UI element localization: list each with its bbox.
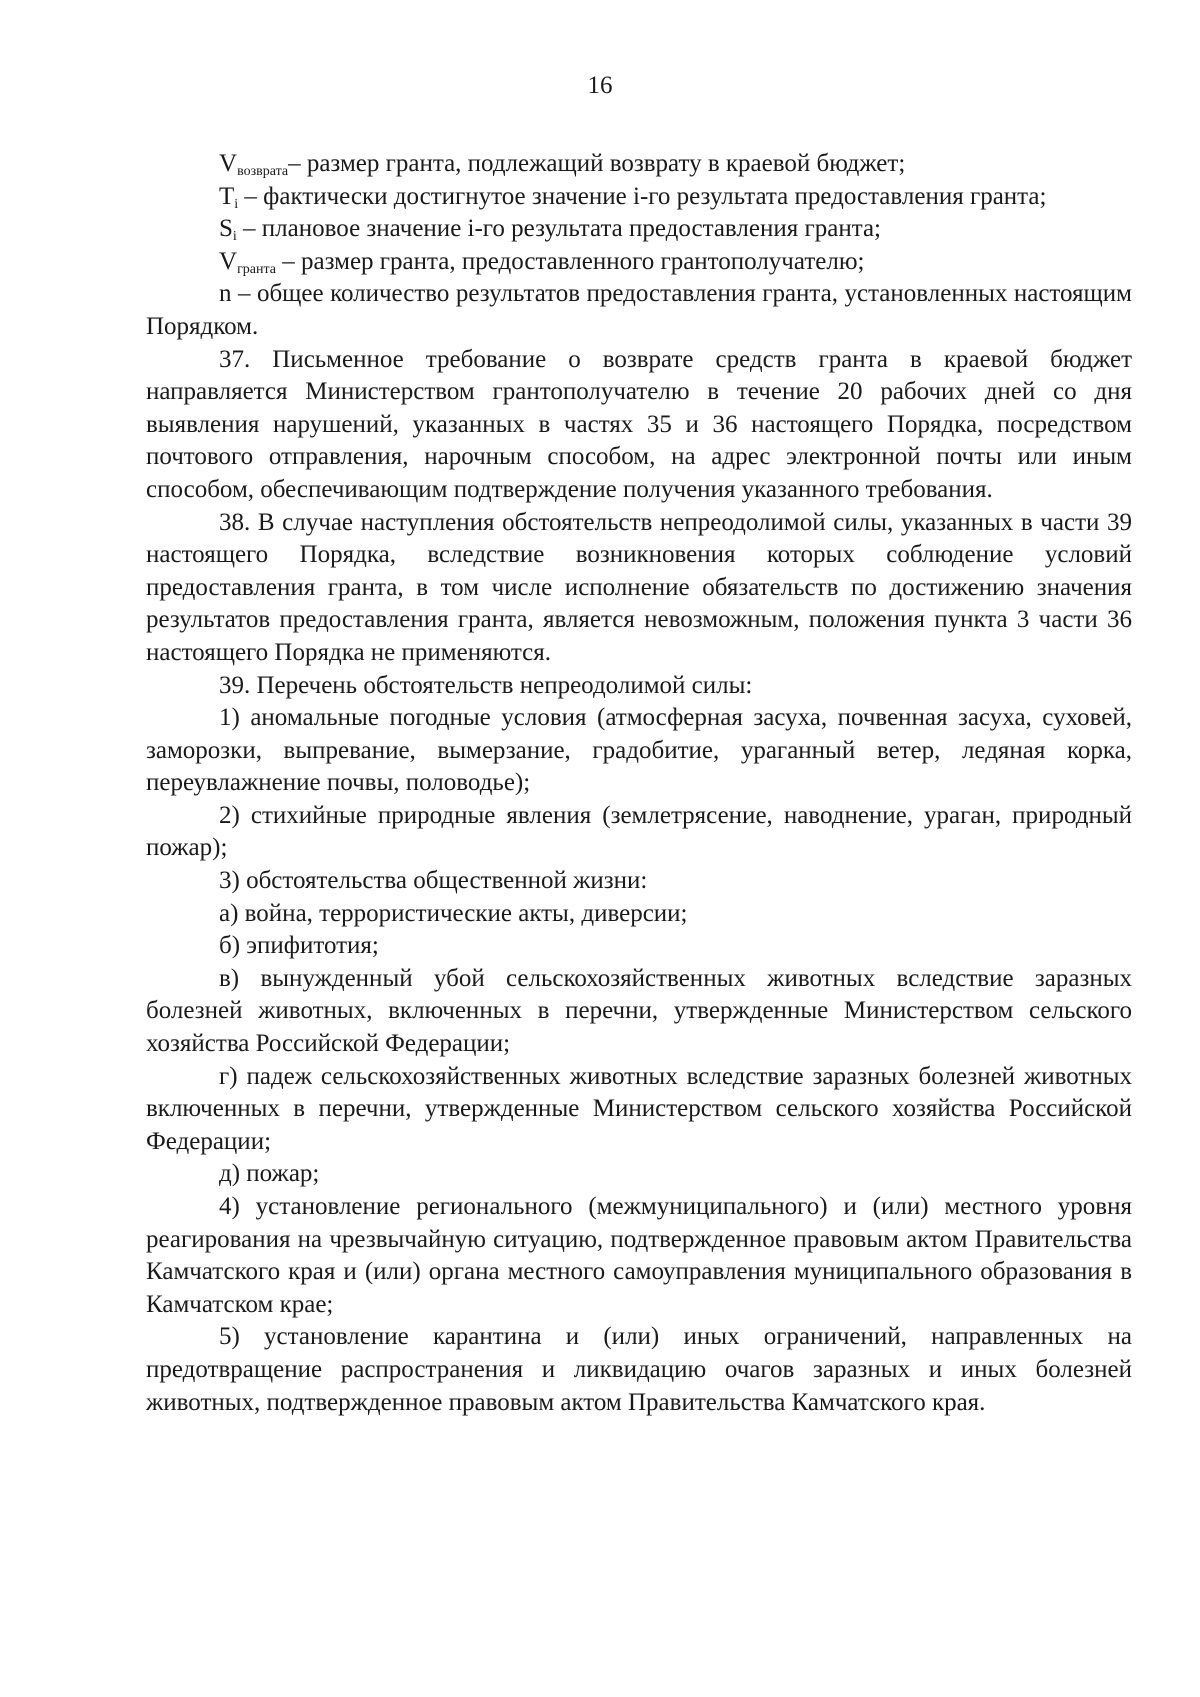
- definition-v-grant: $V_{гранта}$ – размер гранта, предоставленного грантополучателю;: [219, 247, 865, 277]
- list-item-3b: б) эпифитотия;: [219, 932, 379, 960]
- list-item-5: 5) установление карантина и (или) иных ограничений, направленных на предотвращение распространения и ликвидацию очагов заразных и иных болезней животных, подтвержденное правовым актом Правительства Камчатского края.: [146, 1323, 1132, 1416]
- list-item-3d: д) пожар;: [219, 1160, 320, 1188]
- paragraph-39: 39. Перечень обстоятельств непреодолимой силы:: [219, 671, 753, 699]
- list-item-2: 2) стихийные природные явления (землетрясение, наводнение, ураган, природный пожар);: [146, 801, 1132, 862]
- paragraph-38: 38. В случае наступления обстоятельств непреодолимой силы, указанных в части 39 настоящего Порядка, вследствие возникновения которых соблюдение условий предоставления гранта, в том числе исполнение обязательств по достижению значения результатов предоставления гранта, является невозможным, положения пункта 3 части 36 настоящего Порядка не применяются.: [146, 508, 1132, 666]
- list-item-3a: а) война, террористические акты, диверсии;: [219, 899, 688, 927]
- list-item-3: 3) обстоятельства общественной жизни:: [219, 867, 648, 895]
- list-item-4: 4) установление регионального (межмуниципального) и (или) местного уровня реагирования на чрезвычайную ситуацию, подтвержденное правовым актом Правительства Камчатского края и (или) органа местного самоуправления муниципального образования в Камчатском крае;: [146, 1193, 1132, 1318]
- definition-t-i: $T_i$ – фактически достигнутое значение i-го результата предоставления гранта;: [219, 182, 1047, 212]
- list-item-3v: в) вынужденный убой сельскохозяйственных животных вследствие заразных болезней животных, включенных в перечни, утвержденные Министерством сельского хозяйства Российской Федерации;: [146, 964, 1132, 1058]
- list-item-1: 1) аномальные погодные условия (атмосферная засуха, почвенная засуха, суховей, заморозки, выпревание, вымерзание, градобитие, ураганный ветер, ледяная корка, переувлажнение почвы, половодье);: [146, 704, 1132, 797]
- definition-v-return: $V_{возврата}-$ размер гранта, подлежащий возврату в краевой бюджет;: [219, 150, 906, 179]
- definition-s-i: $S_i$ – плановое значение i-го результата предоставления гранта;: [219, 215, 881, 245]
- list-item-3g: г) падеж сельскохозяйственных животных вследствие заразных болезней животных включенных в перечни, утвержденные Министерством сельского хозяйства Российской Федерации;: [146, 1062, 1132, 1155]
- paragraph-37: 37. Письменное требование о возврате средств гранта в краевой бюджет направляется Министерством грантополучателю в течение 20 рабочих дней со дня выявления нарушений, указанных в частях 35 и 36 настоящего Порядка, посредством почтового отправления, нарочным способом, на адрес электронной почты или иным способом, обеспечивающим подтверждение получения указанного требования.: [146, 345, 1132, 503]
- page-number: 16: [587, 72, 613, 99]
- document-body: [146, 148, 1132, 1419]
- definition-n: n – общее количество результатов предоставления гранта, установленных настоящим Порядком.: [146, 280, 1132, 340]
